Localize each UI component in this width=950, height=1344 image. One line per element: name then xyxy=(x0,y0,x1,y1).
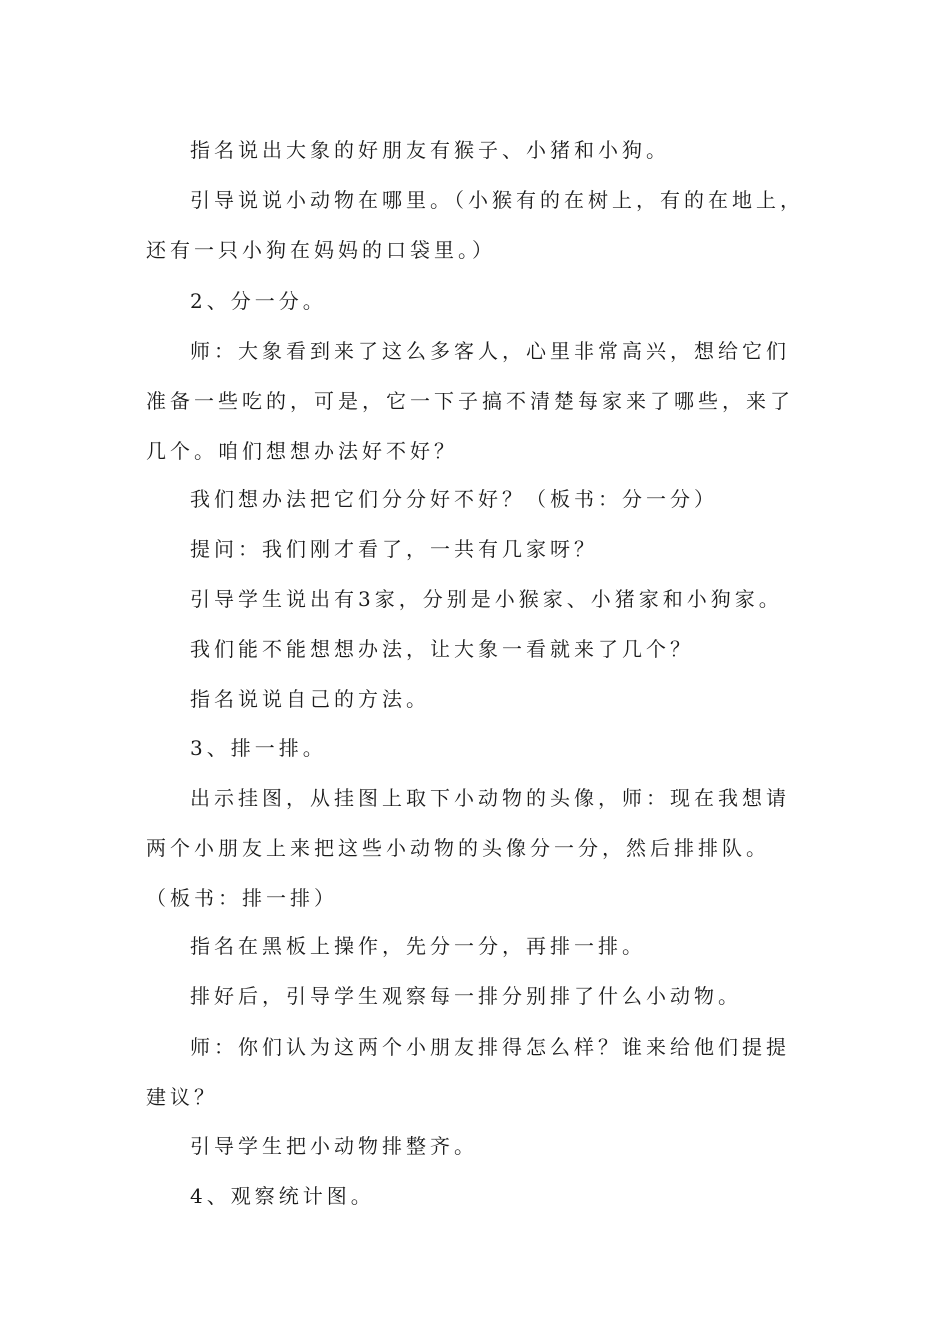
paragraph-find-method: 我们能不能想想办法，让大象一看就来了几个？ xyxy=(190,637,694,661)
paragraph-divide-question: 我们想办法把它们分分好不好？（板书：分一分） xyxy=(190,487,718,511)
paragraph-where-animals: 引导说说小动物在哪里。（小猴有的在树上，有的在地上，还有一只小狗在妈妈的口袋里。） xyxy=(146,188,804,262)
paragraph-observe-rows: 排好后，引导学生观察每一排分别排了什么小动物。 xyxy=(190,984,742,1008)
paragraph-own-method: 指名说说自己的方法。 xyxy=(190,687,430,711)
heading-statistics: 4、观察统计图。 xyxy=(190,1184,375,1208)
paragraph-suggestions: 师：你们认为这两个小朋友排得怎么样？谁来给他们提提建议？ xyxy=(146,1035,790,1109)
heading-arrange: 3、排一排。 xyxy=(190,736,327,760)
heading-divide: 2、分一分。 xyxy=(190,289,327,313)
paragraph-tidy: 引导学生把小动物排整齐。 xyxy=(190,1134,478,1158)
paragraph-teacher-elephant: 师：大象看到来了这么多客人，心里非常高兴，想给它们准备一些吃的，可是，它一下子搞不清楚每家来了哪些，来了几个。咱们想想办法好不好？ xyxy=(146,339,794,463)
paragraph-three-families: 引导学生说出有3家，分别是小猴家、小猪家和小狗家。 xyxy=(190,587,783,611)
paragraph-blackboard: 指名在黑板上操作，先分一分，再排一排。 xyxy=(190,934,646,958)
paragraph-how-many-families: 提问：我们刚才看了，一共有几家呀？ xyxy=(190,537,598,561)
paragraph-elephant-friends: 指名说出大象的好朋友有猴子、小猪和小狗。 xyxy=(190,138,670,162)
paragraph-show-picture: 出示挂图，从挂图上取下小动物的头像，师：现在我想请两个小朋友上来把这些小动物的头像分一分，然后排排队。（板书：排一排） xyxy=(146,786,790,910)
